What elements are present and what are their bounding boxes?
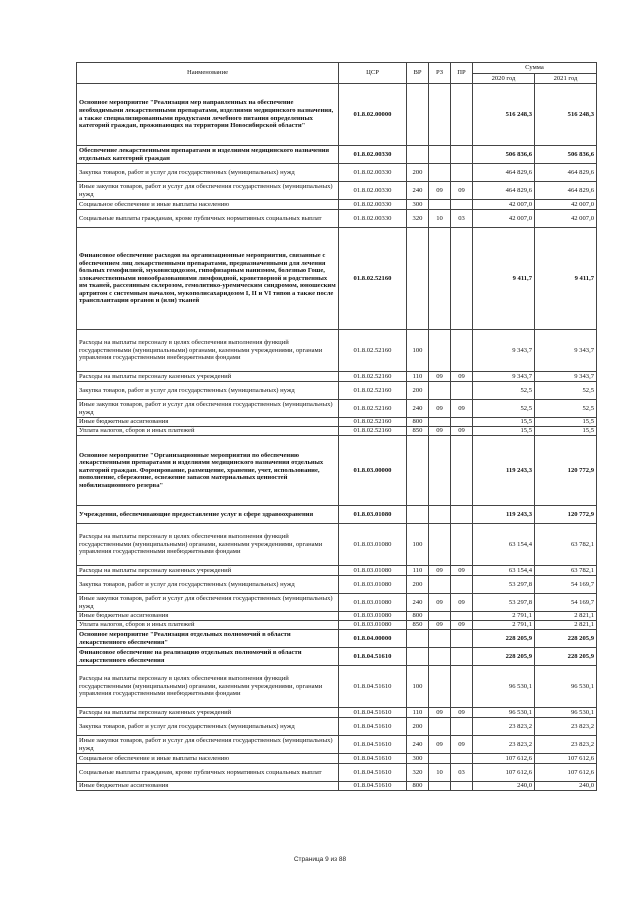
cell-s2: 42 007,0 [535,210,597,228]
cell-name: Иные бюджетные ассигнования [77,612,339,621]
cell-rz [429,228,451,330]
cell-s1: 96 530,1 [473,666,535,708]
cell-csr: 01.8.02.52160 [339,228,407,330]
cell-rz [429,436,451,506]
cell-s1: 53 297,8 [473,576,535,594]
cell-csr: 01.8.04.51610 [339,782,407,791]
table-row [77,228,597,330]
cell-rz: 10 [429,210,451,228]
cell-pr: 09 [451,736,473,754]
cell-csr: 01.8.02.52160 [339,330,407,372]
cell-name: Основное мероприятие "Организационные мероприятия по обеспечению лекарственными препаратами и изделиями медицинского назначения отдельных категорий граждан. Формирование, размещение, хранение, учет, использование, пополнение, сбережение, освежение запасов материальных ценностей мобилизационного резерва" [77,436,339,506]
cell-csr: 01.8.03.01080 [339,566,407,576]
cell-vr: 100 [407,666,429,708]
cell-name: Социальное обеспечение и иные выплаты населению [77,200,339,210]
header-rz: РЗ [429,63,451,84]
cell-csr: 01.8.03.01080 [339,612,407,621]
table-row [77,506,597,524]
cell-s2: 9 411,7 [535,228,597,330]
cell-name: Социальные выплаты гражданам, кроме публичных нормативных социальных выплат [77,764,339,782]
cell-rz [429,524,451,566]
cell-s1: 63 154,4 [473,566,535,576]
cell-s1: 240,0 [473,782,535,791]
cell-vr: 240 [407,594,429,612]
cell-pr: 09 [451,566,473,576]
cell-rz [429,782,451,791]
budget-table [76,62,597,791]
table-row [77,630,597,648]
cell-pr [451,630,473,648]
header-name: Наименование [77,63,339,84]
cell-pr [451,718,473,736]
cell-csr: 01.8.03.01080 [339,621,407,630]
cell-pr: 09 [451,400,473,418]
cell-s1: 23 823,2 [473,718,535,736]
table-row [77,708,597,718]
cell-rz: 09 [429,621,451,630]
cell-name: Расходы на выплаты персоналу казенных учреждений [77,372,339,382]
cell-s1: 42 007,0 [473,210,535,228]
cell-name: Уплата налогов, сборов и иных платежей [77,621,339,630]
cell-name: Закупка товаров, работ и услуг для государственных (муниципальных) нужд [77,382,339,400]
table-row [77,666,597,708]
cell-s2: 42 007,0 [535,200,597,210]
cell-s2: 9 343,7 [535,372,597,382]
cell-pr [451,782,473,791]
cell-s2: 96 530,1 [535,666,597,708]
cell-pr [451,382,473,400]
cell-s2: 516 248,3 [535,84,597,146]
cell-csr: 01.8.04.51610 [339,648,407,666]
table-row [77,648,597,666]
cell-pr [451,84,473,146]
cell-rz: 09 [429,182,451,200]
cell-pr: 03 [451,210,473,228]
table-row [77,718,597,736]
cell-s2: 63 782,1 [535,566,597,576]
cell-name: Иные бюджетные ассигнования [77,418,339,427]
cell-vr [407,648,429,666]
header-sum: Сумма [473,63,597,74]
cell-name: Иные закупки товаров, работ и услуг для обеспечения государственных (муниципальных) нужд [77,736,339,754]
cell-vr: 200 [407,164,429,182]
cell-rz [429,612,451,621]
cell-pr [451,666,473,708]
cell-s2: 2 821,1 [535,612,597,621]
table-row [77,164,597,182]
cell-rz: 09 [429,736,451,754]
table-row [77,146,597,164]
cell-s2: 464 829,6 [535,164,597,182]
cell-name: Закупка товаров, работ и услуг для государственных (муниципальных) нужд [77,164,339,182]
cell-s2: 228 205,9 [535,648,597,666]
cell-pr [451,146,473,164]
cell-rz [429,666,451,708]
cell-s2: 107 612,6 [535,764,597,782]
cell-csr: 01.8.03.01080 [339,524,407,566]
cell-rz [429,164,451,182]
cell-vr: 100 [407,524,429,566]
cell-rz [429,576,451,594]
cell-s2: 107 612,6 [535,754,597,764]
cell-vr [407,630,429,648]
cell-vr: 800 [407,782,429,791]
cell-pr: 09 [451,372,473,382]
cell-pr [451,330,473,372]
cell-s1: 9 343,7 [473,372,535,382]
cell-csr: 01.8.03.01080 [339,594,407,612]
cell-rz: 09 [429,372,451,382]
cell-s2: 240,0 [535,782,597,791]
cell-s1: 228 205,9 [473,648,535,666]
cell-vr: 300 [407,754,429,764]
cell-rz: 10 [429,764,451,782]
cell-vr: 320 [407,764,429,782]
cell-name: Расходы на выплаты персоналу казенных учреждений [77,566,339,576]
table-row [77,427,597,436]
cell-vr: 300 [407,200,429,210]
cell-csr: 01.8.03.00000 [339,436,407,506]
table-row [77,754,597,764]
cell-name: Финансовое обеспечение на реализацию отдельных полномочий в области лекарственного обеспечения [77,648,339,666]
cell-name: Расходы на выплаты персоналу в целях обеспечения выполнения функций государственными (муниципальными) органами, казенными учреждениями, органами управления государственными внебюджетными фондами [77,330,339,372]
cell-pr [451,200,473,210]
cell-vr: 240 [407,736,429,754]
cell-rz [429,648,451,666]
cell-rz [429,718,451,736]
table-row [77,566,597,576]
cell-name: Закупка товаров, работ и услуг для государственных (муниципальных) нужд [77,576,339,594]
cell-rz [429,382,451,400]
cell-s1: 464 829,6 [473,164,535,182]
cell-name: Закупка товаров, работ и услуг для государственных (муниципальных) нужд [77,718,339,736]
cell-s2: 96 530,1 [535,708,597,718]
table-row [77,84,597,146]
table-row [77,400,597,418]
cell-s2: 228 205,9 [535,630,597,648]
cell-s2: 23 823,2 [535,736,597,754]
cell-vr: 240 [407,400,429,418]
cell-s2: 9 343,7 [535,330,597,372]
cell-s2: 52,5 [535,400,597,418]
cell-name: Иные закупки товаров, работ и услуг для обеспечения государственных (муниципальных) нужд [77,594,339,612]
cell-s1: 516 248,3 [473,84,535,146]
cell-s1: 464 829,6 [473,182,535,200]
table-row [77,612,597,621]
cell-s1: 15,5 [473,427,535,436]
table-row [77,594,597,612]
cell-s2: 23 823,2 [535,718,597,736]
header-csr: ЦСР [339,63,407,84]
cell-csr: 01.8.02.52160 [339,382,407,400]
cell-vr: 200 [407,382,429,400]
cell-pr: 09 [451,708,473,718]
cell-rz [429,146,451,164]
cell-name: Основное мероприятие "Реализация отдельных полномочий в области лекарственного обеспечения" [77,630,339,648]
cell-rz [429,200,451,210]
cell-s2: 52,5 [535,382,597,400]
cell-s1: 42 007,0 [473,200,535,210]
cell-vr [407,84,429,146]
table-row [77,436,597,506]
table-row [77,524,597,566]
cell-pr: 09 [451,182,473,200]
cell-name: Иные закупки товаров, работ и услуг для обеспечения государственных (муниципальных) нужд [77,400,339,418]
cell-name: Социальное обеспечение и иные выплаты населению [77,754,339,764]
cell-pr: 09 [451,594,473,612]
cell-s2: 54 169,7 [535,576,597,594]
cell-rz [429,418,451,427]
cell-rz [429,330,451,372]
table-row [77,182,597,200]
cell-pr [451,418,473,427]
cell-s2: 2 821,1 [535,621,597,630]
header-pr: ПР [451,63,473,84]
cell-pr [451,576,473,594]
cell-rz [429,630,451,648]
cell-s1: 15,5 [473,418,535,427]
cell-rz [429,754,451,764]
cell-s1: 9 343,7 [473,330,535,372]
cell-s1: 119 243,3 [473,506,535,524]
cell-pr: 09 [451,621,473,630]
cell-s1: 9 411,7 [473,228,535,330]
cell-csr: 01.8.02.00330 [339,164,407,182]
cell-s2: 120 772,9 [535,436,597,506]
cell-s1: 119 243,3 [473,436,535,506]
header-year-2021: 2021 год [535,74,597,84]
header-vr: ВР [407,63,429,84]
cell-vr [407,506,429,524]
table-row [77,418,597,427]
table-body [77,84,597,791]
cell-vr: 850 [407,427,429,436]
cell-csr: 01.8.02.52160 [339,372,407,382]
table-header [77,63,597,84]
cell-csr: 01.8.04.51610 [339,736,407,754]
page-footer: Страница 9 из 88 [293,856,347,863]
cell-rz: 09 [429,708,451,718]
cell-vr: 110 [407,566,429,576]
table-row [77,372,597,382]
cell-s1: 52,5 [473,400,535,418]
cell-csr: 01.8.04.51610 [339,764,407,782]
cell-vr: 800 [407,418,429,427]
cell-csr: 01.8.02.52160 [339,418,407,427]
cell-s1: 63 154,4 [473,524,535,566]
cell-s1: 107 612,6 [473,754,535,764]
cell-name: Финансовое обеспечение расходов на организационные мероприятия, связанные с обеспечением лиц лекарственными препаратами, предназначенными для лечения больных гемофилией, муковисцидозом, гипофизарным нанизмом, болезнью Гоше, злокачественными новообразованиями лимфоидной, кроветворной и родственных им тканей, рассеянным склерозом, гемолитико-уремическим синдромом, юношеским артритом с системным началом, мукополисахаридозом I, II и VI типов а также после трансплантации органов и (или) тканей [77,228,339,330]
cell-vr: 110 [407,372,429,382]
cell-vr [407,228,429,330]
cell-s2: 63 782,1 [535,524,597,566]
cell-s2: 15,5 [535,418,597,427]
cell-name: Расходы на выплаты персоналу в целях обеспечения выполнения функций государственными (муниципальными) органами, казенными учреждениями, органами управления государственными внебюджетными фондами [77,666,339,708]
cell-vr: 800 [407,612,429,621]
cell-s1: 506 836,6 [473,146,535,164]
cell-csr: 01.8.04.51610 [339,666,407,708]
cell-pr [451,754,473,764]
cell-s2: 506 836,6 [535,146,597,164]
cell-csr: 01.8.02.00330 [339,146,407,164]
cell-rz: 09 [429,594,451,612]
table-row [77,382,597,400]
table-row [77,764,597,782]
table-row [77,736,597,754]
table-row [77,576,597,594]
cell-s1: 23 823,2 [473,736,535,754]
cell-vr: 200 [407,718,429,736]
table-row [77,200,597,210]
cell-csr: 01.8.02.52160 [339,427,407,436]
cell-csr: 01.8.02.52160 [339,400,407,418]
cell-rz [429,506,451,524]
header-year-2020: 2020 год [473,74,535,84]
cell-s2: 15,5 [535,427,597,436]
cell-csr: 01.8.04.51610 [339,754,407,764]
cell-vr: 240 [407,182,429,200]
cell-s1: 228 205,9 [473,630,535,648]
cell-s1: 53 297,8 [473,594,535,612]
cell-rz: 09 [429,400,451,418]
cell-s1: 52,5 [473,382,535,400]
cell-name: Уплата налогов, сборов и иных платежей [77,427,339,436]
cell-name: Основное мероприятие "Реализация мер направленных на обеспечение необходимыми лекарственными препаратами, изделиями медицинского назначения, а также специализированными продуктами лечебного питания определенных категорий граждан, проживающих на территории Новосибирской области" [77,84,339,146]
cell-pr [451,164,473,182]
cell-csr: 01.8.03.01080 [339,576,407,594]
cell-csr: 01.8.02.00330 [339,210,407,228]
cell-pr [451,524,473,566]
cell-vr: 110 [407,708,429,718]
cell-s2: 464 829,6 [535,182,597,200]
table-row [77,621,597,630]
cell-vr: 850 [407,621,429,630]
cell-s1: 2 791,1 [473,621,535,630]
cell-pr [451,228,473,330]
cell-pr [451,612,473,621]
cell-name: Расходы на выплаты персоналу в целях обеспечения выполнения функций государственными (муниципальными) органами, казенными учреждениями, органами управления государственными внебюджетными фондами [77,524,339,566]
cell-csr: 01.8.02.00000 [339,84,407,146]
cell-pr [451,506,473,524]
cell-csr: 01.8.03.01080 [339,506,407,524]
cell-pr [451,648,473,666]
cell-csr: 01.8.02.00330 [339,200,407,210]
cell-vr: 200 [407,576,429,594]
cell-name: Иные закупки товаров, работ и услуг для обеспечения государственных (муниципальных) нужд [77,182,339,200]
cell-pr: 09 [451,427,473,436]
table-row [77,330,597,372]
cell-name: Иные бюджетные ассигнования [77,782,339,791]
cell-s1: 96 530,1 [473,708,535,718]
table-row [77,782,597,791]
cell-s2: 120 772,9 [535,506,597,524]
cell-name: Обеспечение лекарственными препаратами и изделиями медицинского назначения отдельных категорий граждан [77,146,339,164]
cell-vr: 100 [407,330,429,372]
cell-vr: 320 [407,210,429,228]
cell-vr [407,436,429,506]
cell-name: Расходы на выплаты персоналу казенных учреждений [77,708,339,718]
cell-csr: 01.8.02.00330 [339,182,407,200]
cell-csr: 01.8.04.00000 [339,630,407,648]
cell-name: Социальные выплаты гражданам, кроме публичных нормативных социальных выплат [77,210,339,228]
cell-s2: 54 169,7 [535,594,597,612]
cell-rz: 09 [429,427,451,436]
cell-csr: 01.8.04.51610 [339,708,407,718]
cell-name: Учреждения, обеспечивающие предоставление услуг в сфере здравоохранения [77,506,339,524]
cell-pr [451,436,473,506]
cell-s1: 107 612,6 [473,764,535,782]
cell-s1: 2 791,1 [473,612,535,621]
cell-rz: 09 [429,566,451,576]
table-row [77,210,597,228]
cell-rz [429,84,451,146]
cell-vr [407,146,429,164]
cell-pr: 03 [451,764,473,782]
cell-csr: 01.8.04.51610 [339,718,407,736]
